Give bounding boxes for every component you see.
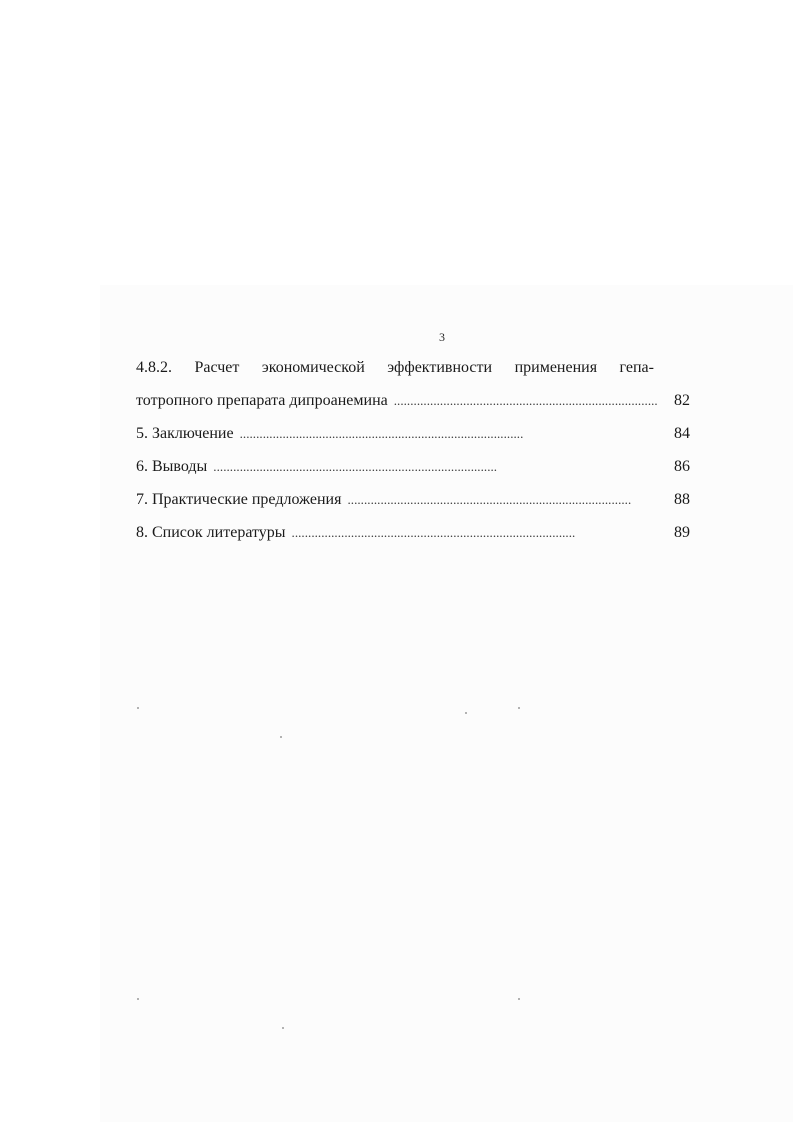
dot-leader	[292, 521, 658, 545]
toc-entry-page: 82	[674, 392, 690, 409]
toc-entry	[136, 422, 690, 455]
scan-speck	[137, 998, 139, 1000]
scan-speck	[282, 1027, 284, 1029]
toc-entry-title: 8. Список литературы	[136, 524, 286, 541]
heading-word: 4.8.2.	[136, 359, 172, 376]
scan-speck	[137, 707, 139, 709]
scan-speck	[518, 707, 520, 709]
toc-entry	[136, 389, 690, 422]
dot-leader	[240, 422, 658, 446]
heading-word: применения	[514, 359, 598, 376]
scan-speck	[465, 712, 467, 714]
toc-entry-page: 84	[674, 425, 690, 442]
toc-entry	[136, 488, 690, 521]
toc-entry-title: тотропного препарата дипроанемина	[136, 392, 388, 409]
dot-leader	[347, 488, 658, 512]
toc-entry-page: 86	[674, 458, 690, 475]
scan-speck	[280, 736, 282, 738]
toc-entry-title: 5. Заключение	[136, 425, 234, 442]
dot-leader	[213, 455, 658, 479]
heading-word: экономической	[261, 359, 365, 376]
toc-heading-continued	[136, 356, 654, 389]
toc-entry-page: 89	[674, 524, 690, 541]
toc-entry-title: 7. Практические предложения	[136, 491, 342, 508]
toc-entry	[136, 455, 690, 488]
dot-leader	[394, 389, 658, 413]
heading-word: гепа-	[619, 359, 654, 376]
table-of-contents	[136, 356, 690, 554]
toc-entry	[136, 521, 690, 554]
toc-entry-title: 6. Выводы	[136, 458, 208, 475]
page-number: 3	[439, 330, 445, 344]
heading-word: эффективности	[387, 359, 493, 376]
scan-speck	[518, 998, 520, 1000]
heading-word: Расчет	[194, 359, 240, 376]
toc-entry-page: 88	[674, 491, 690, 508]
